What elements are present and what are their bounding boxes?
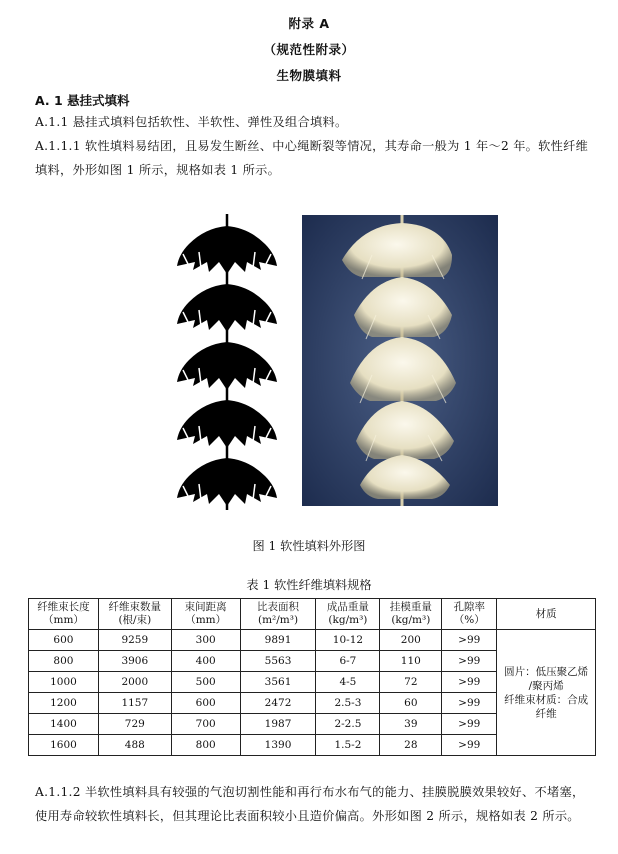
table-cell: 500: [171, 672, 240, 693]
table-cell: 200: [380, 630, 442, 651]
table-cell: 60: [380, 693, 442, 714]
table-header-row: [29, 599, 596, 630]
table-cell: 488: [98, 735, 171, 756]
table-cell: 2000: [98, 672, 171, 693]
header-cell-material: 材质: [497, 599, 596, 630]
paragraph-a1112-line1: A.1.1.2 半软性填料具有较强的气泡切割性能和再行布水布气的能力、挂膜脱膜效果较好、不堵塞，: [35, 785, 585, 799]
table-cell: 700: [171, 714, 240, 735]
table-cell: >99: [442, 651, 497, 672]
table-cell: 729: [98, 714, 171, 735]
filler-bundle-4: [177, 400, 277, 448]
table-row: [29, 630, 596, 651]
paragraph-a1112-line2: 使用寿命较软性填料长，但其理论比表面积较小且造价偏高。外形如图 2 所示，规格如表 2 所示。: [35, 809, 580, 823]
paragraph-a111: A.1.1 悬挂式填料包括软性、半软性、弹性及组合填料。: [35, 115, 348, 129]
soft-filler-photo: [302, 215, 498, 506]
table-cell: 600: [29, 630, 99, 651]
table-cell: 600: [171, 693, 240, 714]
table-cell: 39: [380, 714, 442, 735]
normative-label: （规范性附录）: [263, 42, 355, 57]
table-cell: 3906: [98, 651, 171, 672]
table-cell: 9891: [240, 630, 316, 651]
table-cell: >99: [442, 672, 497, 693]
table-cell: 28: [380, 735, 442, 756]
table-cell: 1157: [98, 693, 171, 714]
table-cell: 4-5: [316, 672, 380, 693]
table-cell: 6-7: [316, 651, 380, 672]
table-cell: 2-2.5: [316, 714, 380, 735]
table-cell: 10-12: [316, 630, 380, 651]
header-cell: 成品重量 (kg/m³): [316, 599, 380, 630]
table-cell: 800: [29, 651, 99, 672]
section-heading: A. 1 悬挂式填料: [35, 93, 130, 108]
table-cell: 1.5-2: [316, 735, 380, 756]
paragraph-a1111-line1: A.1.1.1 软性填料易结团，且易发生断丝、中心绳断裂等情况，其寿命一般为 1 年～2 年。软性纤维: [35, 139, 589, 153]
table-title: 表 1 软性纤维填料规格: [246, 578, 372, 592]
table-cell: >99: [442, 714, 497, 735]
filler-bundle-2: [177, 284, 277, 332]
header-cell: 纤维束长度 （mm）: [29, 599, 99, 630]
table-cell: 2472: [240, 693, 316, 714]
table-cell: 1390: [240, 735, 316, 756]
soft-filler-drawing: [175, 214, 280, 510]
table-cell: 300: [171, 630, 240, 651]
header-cell: 孔隙率 （%）: [442, 599, 497, 630]
table-cell: 400: [171, 651, 240, 672]
table-cell: >99: [442, 735, 497, 756]
table-cell: 72: [380, 672, 442, 693]
table-cell: 2.5-3: [316, 693, 380, 714]
table-cell: 1987: [240, 714, 316, 735]
table-cell: 110: [380, 651, 442, 672]
paragraph-a1111-line2: 填料，外形如图 1 所示，规格如表 1 所示。: [35, 163, 281, 177]
table-cell: 1400: [29, 714, 99, 735]
table-cell: 1000: [29, 672, 99, 693]
figure-caption: 图 1 软性填料外形图: [252, 539, 366, 553]
header-cell: 挂模重量 (kg/m³): [380, 599, 442, 630]
table-cell: 3561: [240, 672, 316, 693]
material-cell: 圆片：低压聚乙烯 /聚丙烯 纤维束材质：合成 纤维: [497, 630, 596, 756]
table-cell: 9259: [98, 630, 171, 651]
table-cell: 1600: [29, 735, 99, 756]
table-cell: 1200: [29, 693, 99, 714]
filler-bundle-5: [177, 458, 277, 506]
header-cell: 比表面积 (m²/m³): [240, 599, 316, 630]
spec-table: [28, 598, 596, 756]
filler-bundle-1: [177, 226, 277, 274]
filler-bundle-3: [177, 342, 277, 390]
appendix-title: 生物膜填料: [276, 68, 342, 83]
header-cell: 束间距离 （mm）: [171, 599, 240, 630]
table-cell: 800: [171, 735, 240, 756]
table-cell: >99: [442, 693, 497, 714]
table-cell: >99: [442, 630, 497, 651]
header-cell: 纤维束数量 (根/束): [98, 599, 171, 630]
appendix-label: 附录 A: [288, 16, 330, 31]
table-cell: 5563: [240, 651, 316, 672]
